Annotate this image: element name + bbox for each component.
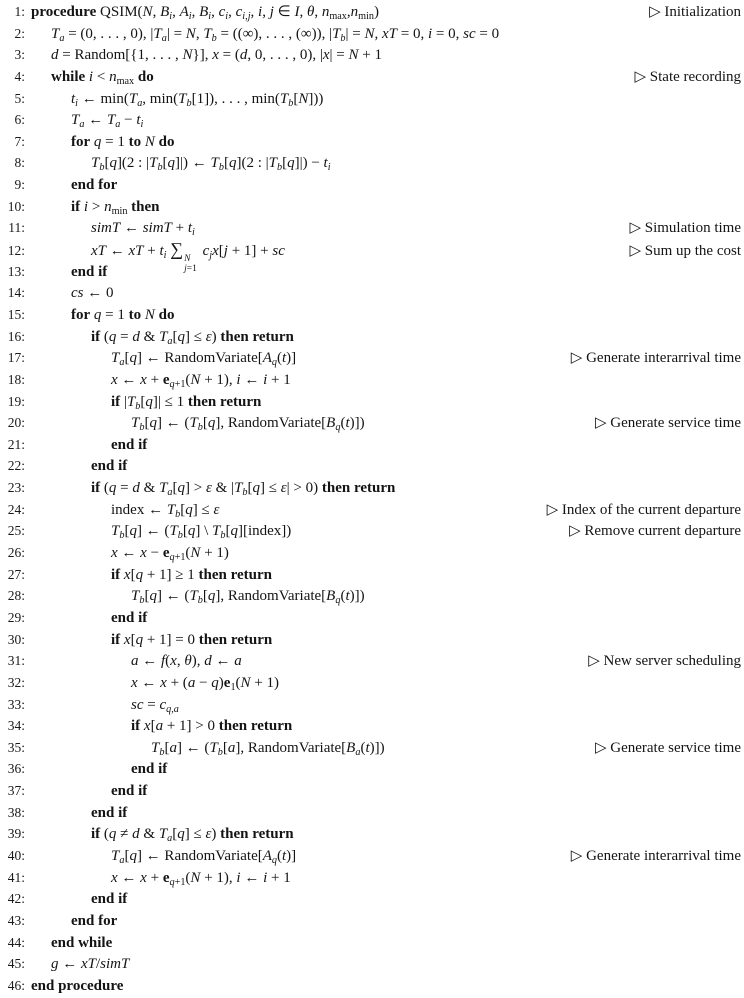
code-text: d = Random[{1, . . . , N}], x = (d, 0, . . . , 0), |x| = N + 1 <box>51 47 382 64</box>
code-text: $T_a$ ← $T_a - t_i$ <box>71 112 144 131</box>
algorithm-line <box>0 585 744 607</box>
code-text: end if <box>111 609 148 626</box>
line-number: 35: <box>7 739 25 755</box>
line-number: 41: <box>7 869 25 885</box>
algorithm-line <box>0 455 744 477</box>
line-number: 28: <box>7 588 25 604</box>
line-number: 13: <box>7 263 25 279</box>
line-number: 9: <box>14 177 25 193</box>
algorithm-line <box>0 953 744 975</box>
algorithm-line <box>0 152 744 174</box>
line-number: 1: <box>14 4 25 19</box>
algorithm-line <box>0 477 744 499</box>
line-number: 37: <box>7 783 25 799</box>
code-text: if (q ≠ d & $T_a[q] \le \varepsilon$) then return <box>91 826 294 845</box>
line-number: 26: <box>7 545 25 561</box>
code-text: if (q = d & $T_a[q] \le \varepsilon$) then return <box>91 328 294 347</box>
algorithm-line <box>0 44 744 66</box>
inline-comment: ▷ Generate interarrival time <box>570 847 741 864</box>
code-text: simT ← simT + $t_i$ <box>91 220 195 239</box>
algorithm-line <box>0 845 744 867</box>
algorithm-line <box>0 196 744 218</box>
line-number: 23: <box>7 480 25 496</box>
line-number: 21: <box>7 436 25 452</box>
inline-comment: ▷ Sum up the cost <box>629 243 741 260</box>
line-number: 20: <box>7 415 25 431</box>
code-text: $T_b[q]$ ← ($T_b[q]$ \ $T_b[q][index]$) <box>111 523 292 542</box>
line-number: 4: <box>14 68 25 84</box>
line-number: 18: <box>7 371 25 387</box>
code-text: a ← f(x, θ), d ← a <box>131 653 242 670</box>
code-text: end if <box>131 761 168 778</box>
code-text: end if <box>91 458 128 475</box>
line-number: 40: <box>7 847 25 863</box>
code-text: end while <box>51 934 113 951</box>
algorithm-line <box>0 88 744 110</box>
code-text: $T_a = (0$, . . . , 0), $|T_a| = N$, $T_b$ = ((∞), . . . , (∞)), $|T_b| = N$, xT = 0, i = 0, sc = 0 <box>51 25 500 44</box>
line-number: 16: <box>7 328 25 344</box>
algorithm-line <box>0 607 744 629</box>
algorithm-line <box>0 326 744 348</box>
algorithm-line <box>0 823 744 845</box>
inline-comment: ▷ Initialization <box>649 4 741 20</box>
code-text: if x[q + 1] ≥ 1 then return <box>111 566 273 583</box>
code-text: $t_i$ ← $\min(T_a$, $\min(T_b[1])$, . . . , $\min(T_b[N])$) <box>71 90 324 109</box>
algorithm-line <box>0 23 744 45</box>
algorithm-line <box>0 520 744 542</box>
code-text: if (q = d & $T_a[q] > \varepsilon$ & $|T_b[q] \le \varepsilon| > 0$) then return <box>91 480 396 498</box>
algorithm-line <box>0 629 744 651</box>
code-text: $T_b[q]$ ← ($T_b[q]$, $RandomVariate[B_q(t)]$) <box>131 415 365 434</box>
code-text: x ← $x + e_{q+1}(N + 1)$, i ← i + 1 <box>111 371 291 390</box>
algorithm-line <box>0 304 744 326</box>
algorithm-line <box>0 802 744 824</box>
algorithm-line <box>0 650 744 672</box>
algorithm-line <box>0 910 744 932</box>
line-number: 31: <box>7 653 25 669</box>
code-text: procedure QSIM(N, $B_i$, $A_i$, $B_i$, $c_i$, $c_{i,j}$, i, j ∈ I, θ, $n_{max},n_{min}$) <box>31 4 379 22</box>
line-number: 10: <box>7 198 25 214</box>
line-number: 3: <box>14 47 25 63</box>
line-number: 30: <box>7 631 25 647</box>
code-text: end if <box>111 783 148 800</box>
algorithm-line <box>0 758 744 780</box>
code-text: end procedure <box>31 977 124 994</box>
line-number: 36: <box>7 761 25 777</box>
line-number: 45: <box>7 956 25 972</box>
line-number: 6: <box>14 112 25 128</box>
algorithm-line <box>0 672 744 694</box>
code-text: index ← $T_b[q] \le \varepsilon$ <box>111 501 220 520</box>
line-number: 8: <box>14 155 25 171</box>
line-number: 44: <box>7 934 25 950</box>
algorithm-line <box>0 1 744 23</box>
algorithm-line <box>0 347 744 369</box>
code-text: x ← $x - e_{q+1}(N + 1)$ <box>111 545 229 563</box>
code-text: if $i > n_{min}$ then <box>71 198 160 217</box>
line-number: 34: <box>7 718 25 734</box>
algorithm-line <box>0 564 744 586</box>
line-number: 32: <box>7 674 25 690</box>
line-number: 5: <box>14 90 25 106</box>
inline-comment: ▷ Remove current departure <box>569 523 741 540</box>
inline-comment: ▷ State recording <box>634 68 741 85</box>
line-number: 7: <box>14 133 25 149</box>
line-number: 15: <box>7 306 25 322</box>
algorithm-line <box>0 109 744 131</box>
line-number: 12: <box>7 243 25 259</box>
algorithm-line <box>0 66 744 88</box>
code-text: $T_b[q]$ ← ($T_b[q]$, $RandomVariate[B_q(t)]$) <box>131 588 365 607</box>
line-number: 2: <box>14 25 25 41</box>
code-text: g ← xT/simT <box>51 956 130 973</box>
algorithm-line <box>0 174 744 196</box>
algorithm-line <box>0 391 744 413</box>
algorithm-line <box>0 867 744 889</box>
algorithm-line <box>0 780 744 802</box>
line-number: 14: <box>7 285 25 301</box>
inline-comment: ▷ Generate interarrival time <box>570 350 741 367</box>
code-text: end if <box>71 263 108 280</box>
line-number: 38: <box>7 804 25 820</box>
inline-comment: ▷ Index of the current departure <box>546 501 741 518</box>
line-number: 42: <box>7 891 25 907</box>
code-text: if x[q + 1] = 0 then return <box>111 631 273 648</box>
code-text: end for <box>71 177 118 194</box>
inline-comment: ▷ Generate service time <box>594 415 741 432</box>
algorithm-line <box>0 369 744 391</box>
inline-comment: ▷ Generate service time <box>594 739 741 756</box>
line-number: 39: <box>7 826 25 842</box>
code-text: end if <box>91 804 128 821</box>
line-number: 22: <box>7 458 25 474</box>
algorithm-line <box>0 412 744 434</box>
line-number: 11: <box>8 220 25 236</box>
algorithm-line <box>0 434 744 456</box>
code-text: if $|T_b[q]| \le 1$ then return <box>111 393 262 412</box>
line-number: 29: <box>7 609 25 625</box>
code-text: $T_b[q](2$ : $|T_b[q]|$) ← $T_b[q](2$ : $|T_b[q]|) - t_i$ <box>91 155 331 174</box>
code-text: while $i < n_{max}$ do <box>51 68 154 87</box>
algorithm-line <box>0 737 744 759</box>
line-number: 25: <box>7 523 25 539</box>
algorithm-line <box>0 542 744 564</box>
code-text: end for <box>71 912 118 929</box>
algorithm-line <box>0 715 744 737</box>
code-text: $T_b[a]$ ← ($T_b[a]$, $RandomVariate[B_a(t)]$) <box>151 739 385 758</box>
line-number: 27: <box>7 566 25 582</box>
line-number: 19: <box>7 393 25 409</box>
algorithm-line <box>0 975 744 997</box>
code-text: $T_a[q]$ ← $RandomVariate[A_q(t)]$ <box>111 847 297 866</box>
algorithm-line <box>0 694 744 716</box>
code-text: end if <box>91 891 128 908</box>
line-number: 33: <box>7 696 25 712</box>
algorithm-line <box>0 932 744 954</box>
code-text: sc = $c_{q,a}$ <box>131 696 179 715</box>
code-text: for q = 1 to N do <box>71 306 175 323</box>
algorithm-listing <box>0 1 744 996</box>
algorithm-line <box>0 131 744 153</box>
line-number: 43: <box>7 912 25 928</box>
line-number: 24: <box>7 501 25 517</box>
code-text: cs ← 0 <box>71 285 114 302</box>
inline-comment: ▷ New server scheduling <box>588 653 741 670</box>
code-text: x ← $x + e_{q+1}(N + 1)$, i ← i + 1 <box>111 869 291 888</box>
code-text: x ← $x + (a - q)e_1(N + 1)$ <box>131 674 280 693</box>
code-text: for q = 1 to N do <box>71 133 175 150</box>
inline-comment: ▷ Simulation time <box>629 220 741 237</box>
line-number: 46: <box>7 977 25 993</box>
line-number: 17: <box>7 350 25 366</box>
code-text: end if <box>111 436 148 453</box>
code-text: $T_a[q]$ ← $RandomVariate[A_q(t)]$ <box>111 350 297 369</box>
algorithm-line <box>0 888 744 910</box>
algorithm-line <box>0 499 744 521</box>
algorithm-line <box>0 217 744 239</box>
code-text: if x[a + 1] > 0 then return <box>131 718 293 735</box>
algorithm-line <box>0 282 744 304</box>
code-text: xT ← xT + $t_i$ ∑ N j=1 $c_jx[j + 1]$ + sc <box>91 239 285 275</box>
